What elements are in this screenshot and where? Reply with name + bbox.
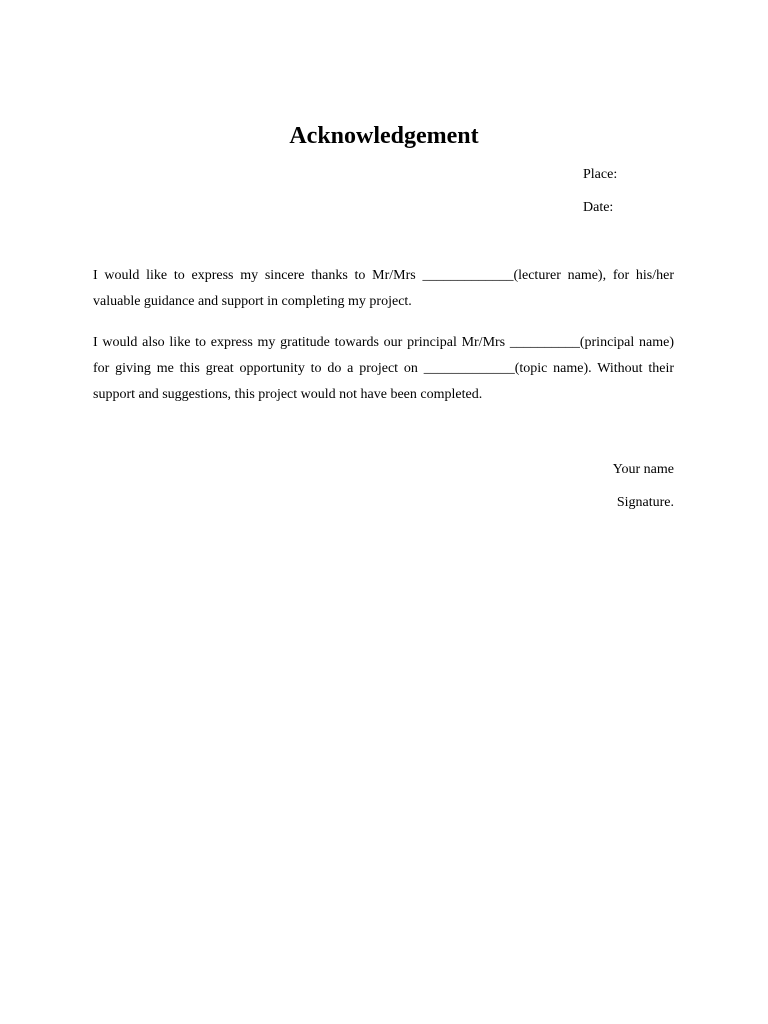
place-label: Place: [583,167,618,182]
paragraph-text: I would also like to express my gratitude towards our principal Mr/Mrs __________(principal name) for giving me this great opportunity to do a project on _____________(topic name). Without their support and suggestions, this project would not have been completed. [93,335,674,402]
paragraph-thanks [93,263,674,315]
paragraph-gratitude [93,330,674,408]
document-title: Acknowledgement [289,123,479,149]
signature-label: Signature. [616,495,674,510]
date-label: Date: [583,200,614,215]
your-name-label: Your name [612,462,674,477]
paragraph-text: I would like to express my sincere thanks to Mr/Mrs _____________(lecturer name), for his/her valuable guidance and support in completing my project. [93,268,674,309]
